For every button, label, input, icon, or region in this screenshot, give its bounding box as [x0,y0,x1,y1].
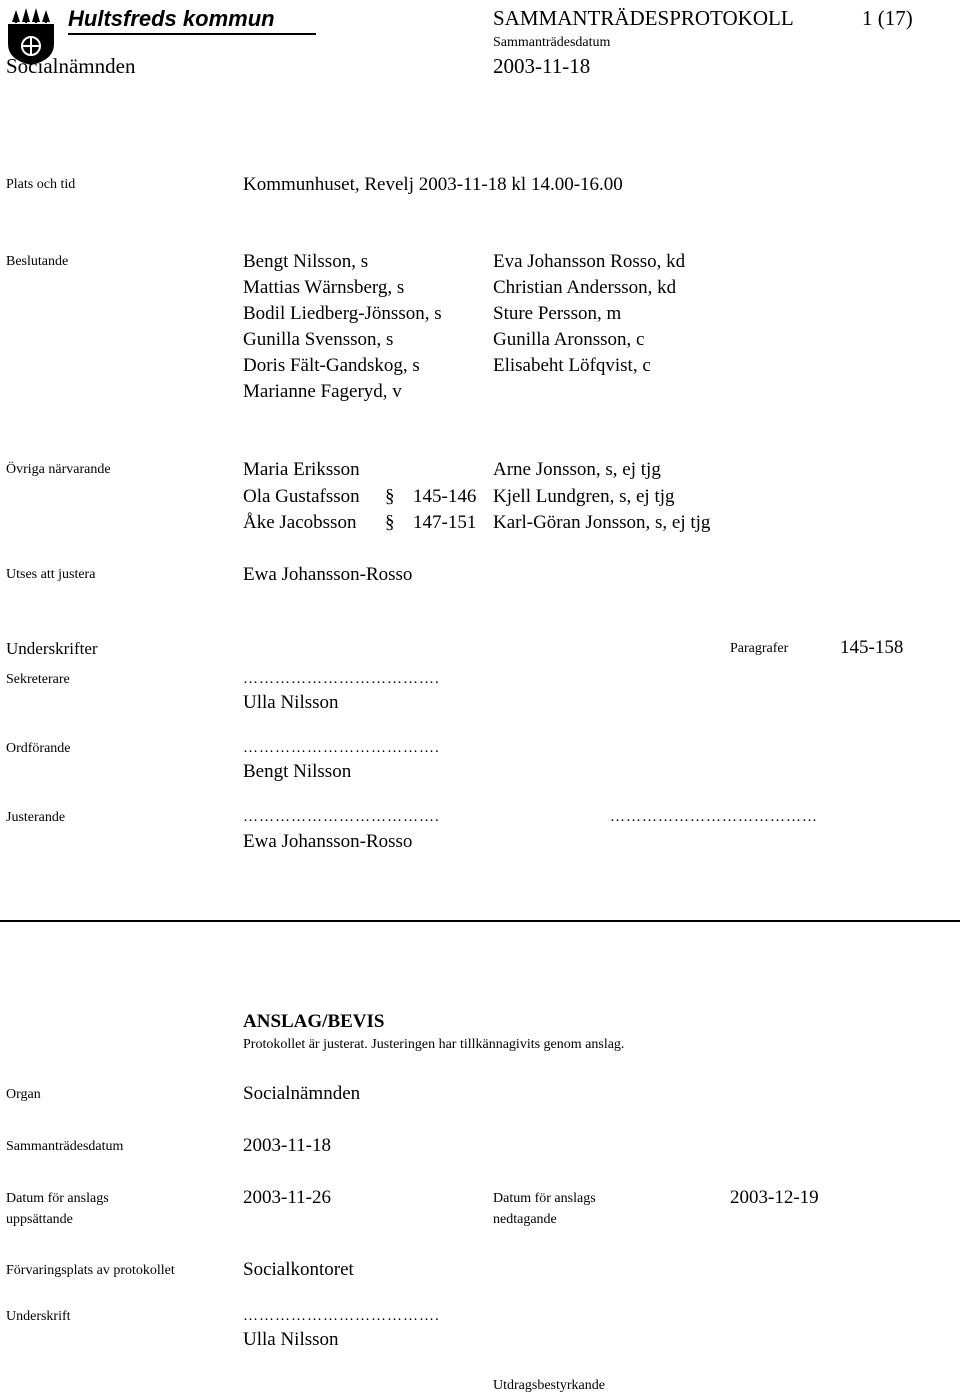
signature-label: Underskrift [6,1309,71,1324]
signature-line: ………………………………. [243,809,440,825]
ovriga-label: Övriga närvarande [6,462,111,477]
signatures-label: Underskrifter [6,639,98,658]
signature-name: Ulla Nilsson [243,1329,339,1350]
ovriga-person: Maria Eriksson [243,459,360,480]
logo-underline [68,33,316,35]
header-date: 2003-11-18 [493,54,591,78]
removed-date: 2003-12-19 [730,1187,819,1208]
signature-line: ………………………………. [243,671,440,687]
removed-date-label: nedtagande [493,1212,557,1227]
beslutande-member: Mattias Wärnsberg, s [243,277,405,298]
beslutande-member: Bodil Liedberg-Jönsson, s [243,303,442,324]
anslag-date: 2003-11-18 [243,1135,331,1156]
ordforande-name: Bengt Nilsson [243,761,352,782]
anslag-date-label: Sammanträdesdatum [6,1139,124,1154]
posted-date-label: Datum för anslags [6,1191,109,1206]
ovriga-person: Kjell Lundgren, s, ej tjg [493,486,675,507]
beslutande-member: Sture Persson, m [493,303,622,324]
place-label: Plats och tid [6,177,76,192]
signature-line: ………………………………. [243,740,440,756]
signature-line: ………………………………… [610,809,818,825]
justerande-label: Justerande [6,810,66,825]
ovriga-person: Ola Gustafsson [243,486,360,507]
ovriga-paragraphs: 145-146 [413,486,477,507]
beslutande-member: Gunilla Svensson, s [243,329,394,350]
ovriga-paragraphs: 147-151 [413,512,477,533]
ovriga-person: Åke Jacobsson [243,512,357,533]
beslutande-member: Doris Fält-Gandskog, s [243,355,420,376]
ordforande-label: Ordförande [6,741,71,756]
ovriga-person: Arne Jonsson, s, ej tjg [493,459,661,480]
paragraph-icon: § [385,512,395,533]
justera-value: Ewa Johansson-Rosso [243,564,413,585]
posted-date-label: uppsättande [6,1212,73,1227]
footer-text: Utdragsbestyrkande [493,1378,605,1393]
beslutande-member: Bengt Nilsson, s [243,251,369,272]
storage-label: Förvaringsplats av protokollet [6,1263,175,1278]
organ-label: Organ [6,1087,41,1102]
header-date-label: Sammanträdesdatum [493,35,611,50]
paragrafer-label: Paragrafer [730,641,789,656]
removed-date-label: Datum för anslags [493,1191,596,1206]
anslag-subtitle: Protokollet är justerat. Justeringen har tillkännagivits genom anslag. [243,1037,625,1052]
storage-value: Socialkontoret [243,1259,354,1280]
place-value: Kommunhuset, Revelj 2003-11-18 kl 14.00-16.00 [243,174,623,195]
beslutande-label: Beslutande [6,254,69,269]
ovriga-person: Karl-Göran Jonsson, s, ej tjg [493,512,711,533]
sekreterare-name: Ulla Nilsson [243,692,339,713]
beslutande-member: Elisabeht Löfqvist, c [493,355,651,376]
organ-value: Socialnämnden [243,1083,361,1104]
logo-wordmark: Hultsfreds kommun [68,6,275,31]
paragrafer-value: 145-158 [840,637,904,658]
paragraph-icon: § [385,486,395,507]
sekreterare-label: Sekreterare [6,672,70,687]
justerande-name: Ewa Johansson-Rosso [243,831,413,852]
anslag-title: ANSLAG/BEVIS [243,1011,385,1032]
header-org: Socialnämnden [6,54,136,78]
signature-line: ………………………………. [243,1308,440,1324]
beslutande-member: Gunilla Aronsson, c [493,329,645,350]
section-divider [0,920,960,922]
beslutande-member: Christian Andersson, kd [493,277,677,298]
beslutande-member: Marianne Fageryd, v [243,381,402,402]
beslutande-member: Eva Johansson Rosso, kd [493,251,686,272]
page-number: 1 (17) [862,6,913,30]
justera-label: Utses att justera [6,567,96,582]
doc-type: SAMMANTRÄDESPROTOKOLL [493,6,794,30]
posted-date: 2003-11-26 [243,1187,331,1208]
